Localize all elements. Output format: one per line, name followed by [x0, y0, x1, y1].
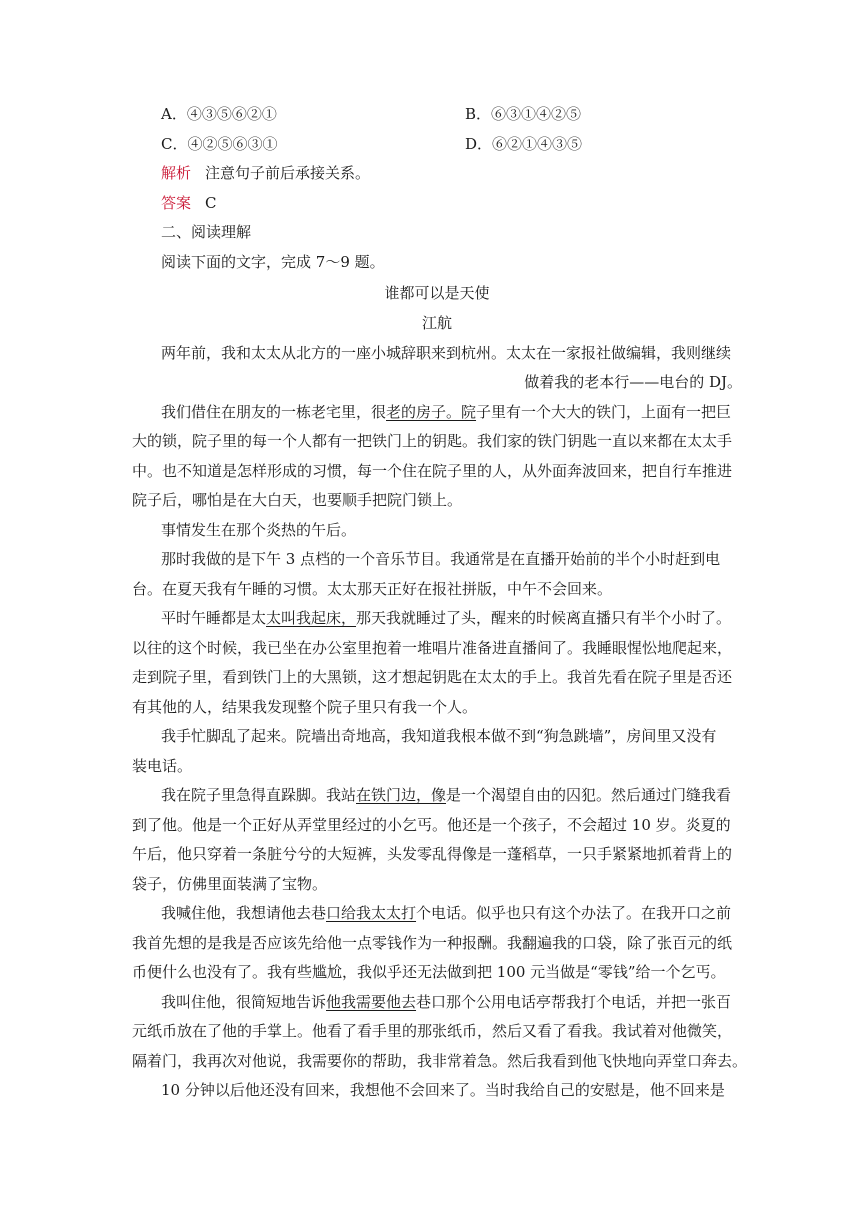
option-a: A．④③⑤⑥②① — [161, 105, 277, 123]
paragraph-line: 元纸币放在了他的手掌上。他看了看手里的那张纸币，然后又看了看我。我试着对他微笑， — [132, 1022, 733, 1040]
text-span: 是一个渴望自由的囚犯。然后通过门缝我看 — [446, 786, 732, 804]
underlined-text: 口给我太太打 — [326, 904, 417, 922]
answer-label: 答案 — [161, 194, 192, 212]
paragraph-line: 台。在夏天我有午睡的习惯。太太那天正好在报社拼版，中午不会回来。 — [132, 580, 613, 598]
analysis-text: 注意句子前后承接关系。 — [205, 164, 371, 182]
paragraph-line: 到了他。他是一个正好从弄堂里经过的小乞丐。他还是一个孩子，不会超过 10 岁。炎夏的 — [132, 816, 731, 834]
paragraph-line: 事情发生在那个炎热的午后。 — [161, 521, 357, 539]
article-author: 江航 — [421, 314, 452, 332]
paragraph-line — [161, 992, 742, 1012]
paragraph-line: 隔着门，我再次对他说，我需要你的帮助，我非常着急。然后我看到他飞快地向弄堂口奔去。 — [132, 1052, 748, 1070]
paragraph-line: 我首先想的是我是否应该先给他一点零钱作为一种报酬。我翻遍我的口袋，除了张百元的纸 — [132, 934, 733, 952]
underlined-text: 太叫我起床， — [266, 609, 357, 627]
underlined-text: 他我需要他去 — [326, 993, 417, 1011]
option-c: C．④②⑤⑥③① — [161, 135, 278, 153]
paragraph-line: 10 分钟以后他还没有回来，我想他不会回来了。当时我给自己的安慰是，他不回来是 — [161, 1081, 725, 1099]
paragraph-line: 院子后，哪怕是在大白天，也要顺手把院门锁上。 — [132, 491, 463, 509]
text-span: 我们借住在朋友的一栋老宅里，很 — [161, 403, 387, 421]
paragraph-line: 币便什么也没有了。我有些尴尬，我似乎还无法做到把 100 元当做是“零钱”给一个乞丐。 — [132, 963, 726, 981]
paragraph-line: 那时我做的是下午 3 点档的一个音乐节目。我通常是在直播开始前的半个小时赶到电 — [161, 550, 721, 568]
paragraph-line: 中。也不知道是怎样形成的习惯，每一个住在院子里的人，从外面奔波回来，把自行车推进 — [132, 462, 733, 480]
paragraph-line: 以往的这个时候，我已坐在办公室里抱着一堆唱片准备进直播间了。我睡眼惺忪地爬起来， — [132, 639, 733, 657]
paragraph-line — [161, 903, 742, 923]
paragraph-line — [161, 402, 742, 422]
paragraph-line: 装电话。 — [132, 757, 193, 775]
paragraph-line: 两年前，我和太太从北方的一座小城辞职来到杭州。太太在一家报社做编辑，我则继续 — [161, 344, 732, 362]
paragraph-line — [161, 785, 742, 805]
text-span: 我喊住他，我想请他去巷 — [161, 904, 327, 922]
analysis-line — [161, 163, 742, 183]
text-span: 我在院子里急得直跺脚。我站 — [161, 786, 357, 804]
article-title: 谁都可以是天使 — [384, 284, 490, 302]
text-span: 个电话。似乎也只有这个办法了。在我开口之前 — [416, 904, 732, 922]
section-heading: 二、阅读理解 — [161, 223, 252, 241]
analysis-label: 解析 — [161, 164, 192, 182]
paragraph-line: 有其他的人，结果我发现整个院子里只有我一个人。 — [132, 698, 478, 716]
answer-text: C — [205, 194, 217, 212]
instruction: 阅读下面的文字，完成 7～9 题。 — [161, 253, 385, 271]
text-span: 我叫住他，很简短地告诉 — [161, 993, 327, 1011]
paragraph-line: 走到院子里，看到铁门上的大黑锁，这才想起钥匙在太太的手上。我首先看在院子里是否还 — [132, 668, 733, 686]
text-span: 子里有一个大大的铁门，上面有一把巨 — [476, 403, 732, 421]
paragraph-line — [161, 608, 742, 628]
option-b: B．⑥③①④②⑤ — [465, 105, 582, 123]
text-span: 平时午睡都是太 — [161, 609, 267, 627]
paragraph-line: 袋子，仿佛里面装满了宝物。 — [132, 875, 328, 893]
paragraph-line: 我手忙脚乱了起来。院墙出奇地高，我知道我根本做不到“狗急跳墙”，房间里又没有 — [161, 727, 717, 745]
paragraph-line: 大的锁，院子里的每一个人都有一把铁门上的钥匙。我们家的铁门钥匙一直以来都在太太手 — [132, 432, 733, 450]
paragraph-line: 做着我的老本行——电台的 DJ。 — [524, 373, 742, 391]
paragraph-line: 午后，他只穿着一条脏兮兮的大短裤，头发零乱得像是一蓬稻草，一只手紧紧地抓着背上的 — [132, 845, 733, 863]
text-span: 巷口那个公用电话亭帮我打个电话，并把一张百 — [416, 993, 732, 1011]
underlined-text: 在铁门边，像 — [356, 786, 447, 804]
answer-line — [161, 193, 742, 213]
underlined-text: 老的房子。院 — [386, 403, 477, 421]
option-d: D．⑥②①④③⑤ — [465, 135, 583, 153]
text-span: 那天我就睡过了头，醒来的时候离直播只有半个小时了。 — [356, 609, 732, 627]
